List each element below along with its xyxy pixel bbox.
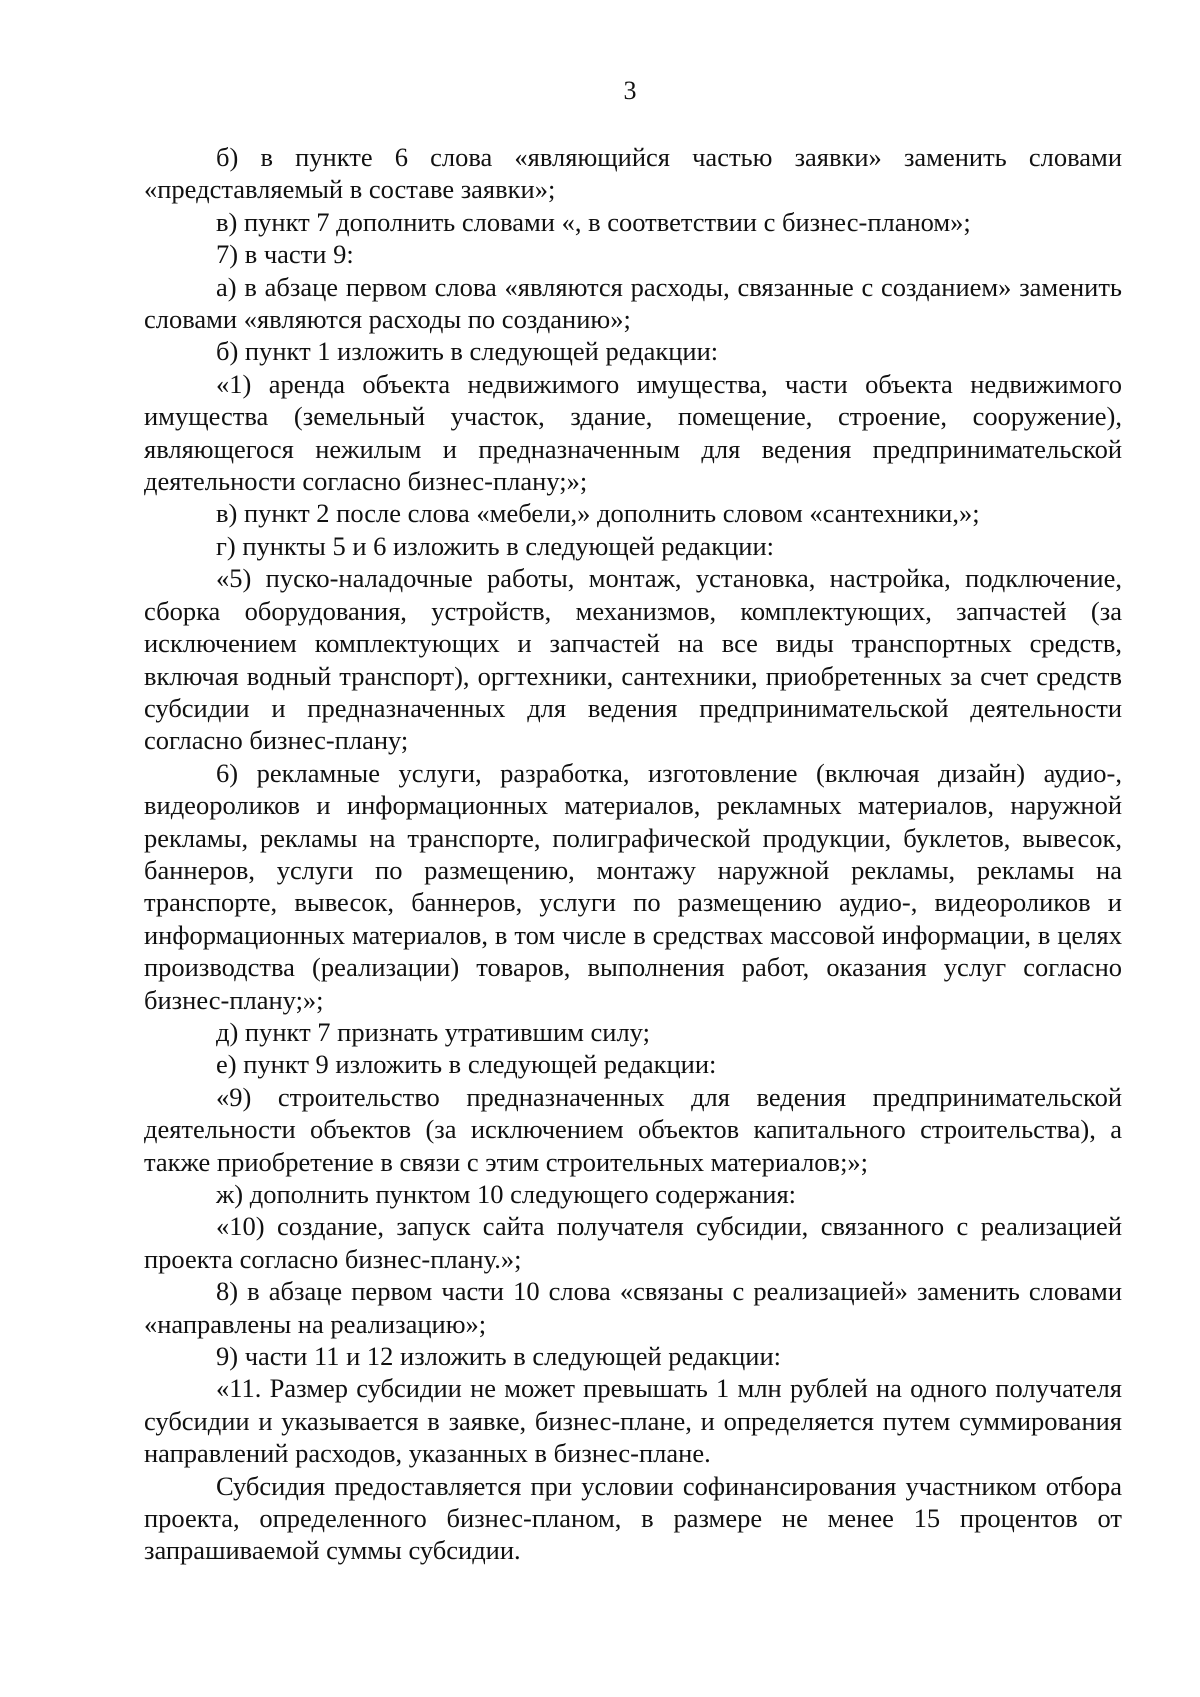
paragraph: «11. Размер субсидии не может превышать 1 млн рублей на одного получателя субсидии и указывается в заявке, бизнес-плане, и определяется путем суммирования направлений расходов, указанных в бизнес-плане. bbox=[144, 1373, 1122, 1469]
document-body bbox=[144, 141, 1122, 1567]
paragraph: в) пункт 2 после слова «мебели,» дополнить словом «сантехники,»; bbox=[216, 498, 980, 529]
paragraph: в) пункт 7 дополнить словами «, в соответствии с бизнес-планом»; bbox=[216, 206, 971, 237]
paragraph: б) пункт 1 изложить в следующей редакции: bbox=[216, 336, 719, 367]
paragraph: а) в абзаце первом слова «являются расходы, связанные с созданием» заменить словами «являются расходы по созданию»; bbox=[144, 271, 1122, 335]
paragraph: д) пункт 7 признать утратившим силу; bbox=[216, 1016, 650, 1047]
paragraph: ж) дополнить пунктом 10 следующего содержания: bbox=[216, 1179, 796, 1209]
paragraph: «1) аренда объекта недвижимого имущества, части объекта недвижимого имущества (земельный участок, здание, помещение, строение, сооружение), являющегося нежилым и предназначенным для ведения предпринимательской деятельности согласно бизнес-плану;»; bbox=[144, 368, 1122, 497]
paragraph: 6) рекламные услуги, разработка, изготовление (включая дизайн) аудио-, видеороликов и информационных материалов, рекламных материалов, наружной рекламы, рекламы на транспорте, полиграфической продукции, буклетов, вывесок, баннеров, услуги по размещению, монтажу наружной рекламы, рекламы на транспорте, вывесок, баннеров, услуги по размещению аудио-, видеороликов и информационных материалов, в том числе в средствах массовой информации, в целях производства (реализации) товаров, выполнения работ, оказания услуг согласно бизнес-плану;»; bbox=[144, 757, 1122, 1015]
paragraph: «9) строительство предназначенных для ведения предпринимательской деятельности объектов (за исключением объектов капитального строительства), а также приобретение в связи с этим строительных материалов;»; bbox=[144, 1081, 1122, 1177]
paragraph: «5) пуско-наладочные работы, монтаж, установка, настройка, подключение, сборка оборудования, устройств, механизмов, комплектующих, запчастей (за исключением комплектующих и запчастей на все виды транспортных средств, включая водный транспорт), оргтехники, сантехники, приобретенных за счет средств субсидии и предназначенных для ведения предпринимательской деятельности согласно бизнес-плану; bbox=[144, 563, 1122, 756]
paragraph: 7) в части 9: bbox=[216, 239, 354, 270]
paragraph: «10) создание, запуск сайта получателя субсидии, связанного с реализацией проекта согласно бизнес-плану.»; bbox=[144, 1211, 1122, 1274]
paragraph: Субсидия предоставляется при условии софинансирования участником отбора проекта, определенного бизнес-планом, в размере не менее 15 процентов от запрашиваемой суммы субсидии. bbox=[144, 1470, 1122, 1566]
paragraph: 8) в абзаце первом части 10 слова «связаны с реализацией» заменить словами «направлены на реализацию»; bbox=[144, 1276, 1122, 1339]
page-number: 3 bbox=[623, 76, 637, 105]
paragraph: е) пункт 9 изложить в следующей редакции: bbox=[216, 1049, 717, 1080]
paragraph: 9) части 11 и 12 изложить в следующей редакции: bbox=[216, 1341, 781, 1372]
paragraph: г) пункты 5 и 6 изложить в следующей редакции: bbox=[216, 530, 775, 561]
paragraph: б) в пункте 6 слова «являющийся частью заявки» заменить словами «представляемый в составе заявки»; bbox=[144, 142, 1122, 205]
